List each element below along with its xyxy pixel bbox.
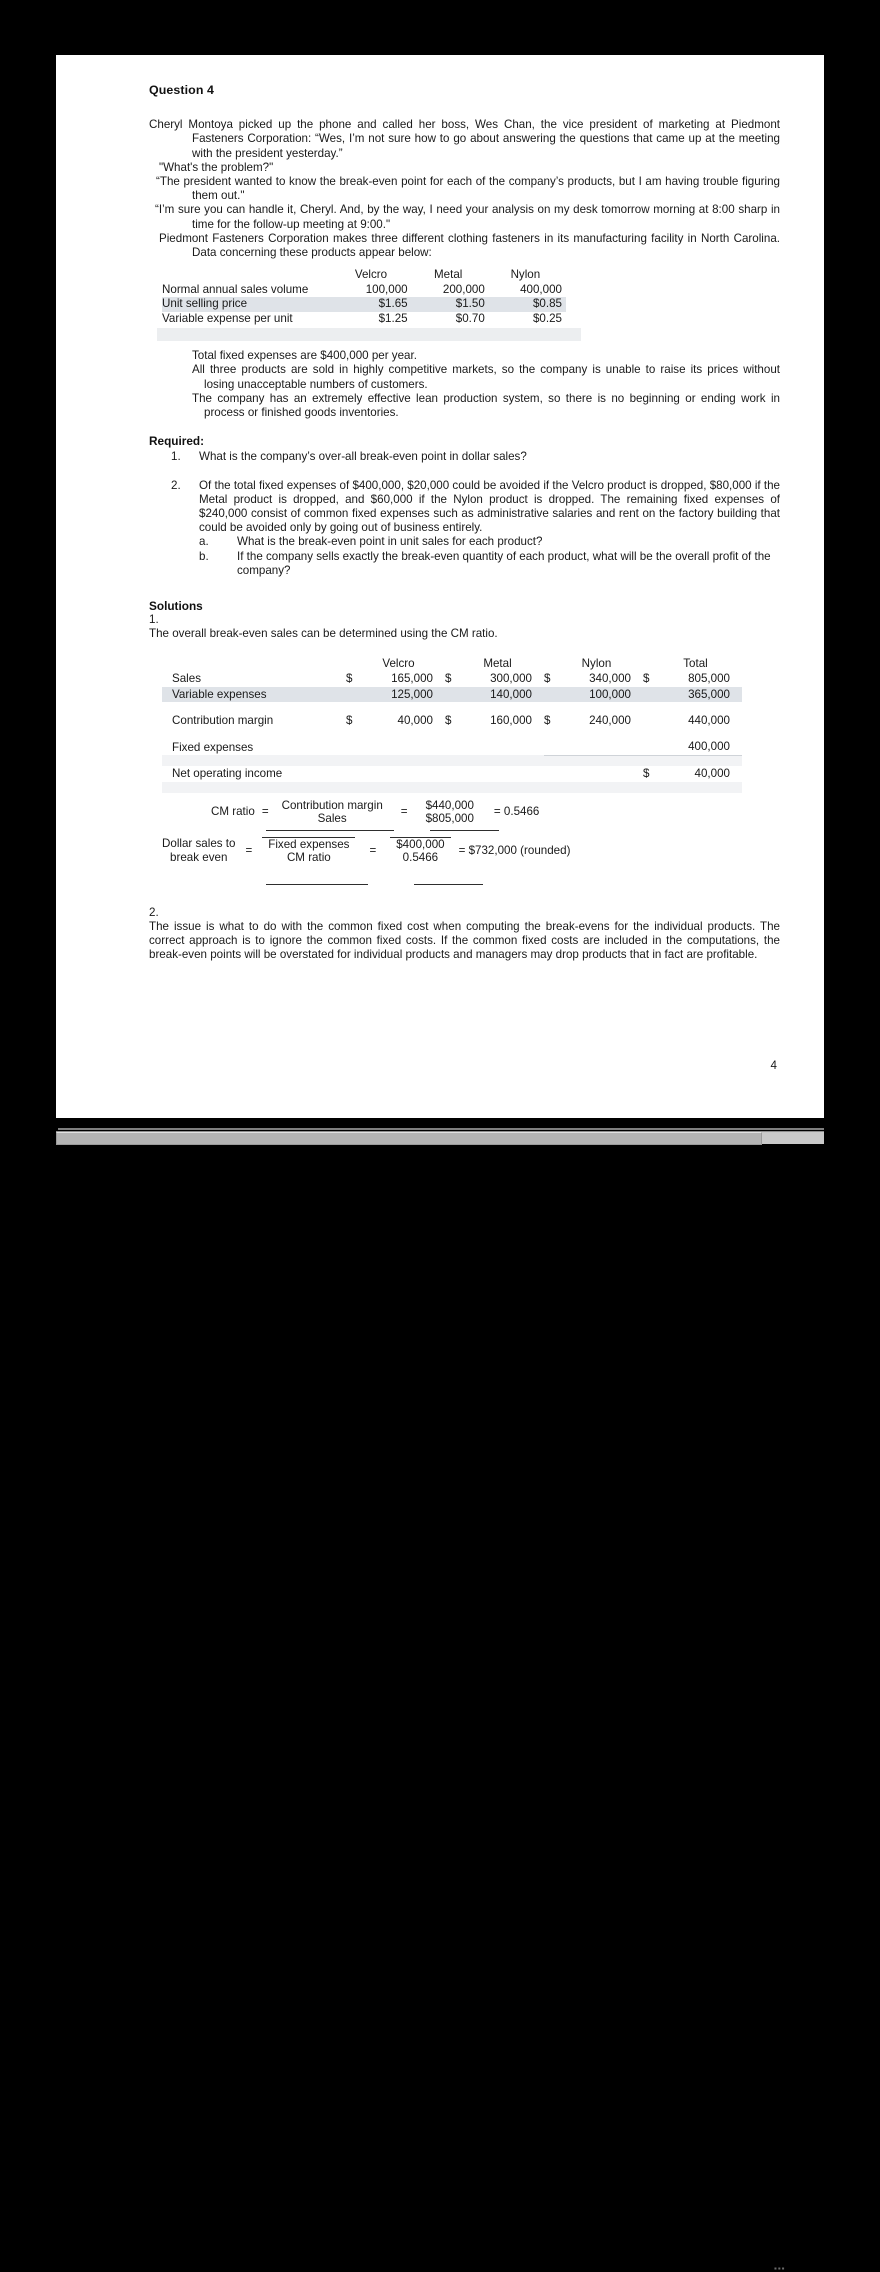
subtotal-rule bbox=[643, 755, 742, 766]
table-row bbox=[162, 740, 742, 756]
currency-symbol bbox=[346, 687, 362, 703]
currency-symbol bbox=[445, 740, 461, 756]
currency-symbol bbox=[346, 740, 362, 756]
list-text: What is the company’s over-all break-even point in dollar sales? bbox=[199, 450, 527, 464]
solution-intro-text: The overall break-even sales can be determined using the CM ratio. bbox=[149, 627, 498, 641]
row-label: Sales bbox=[172, 672, 202, 686]
narrative-paragraph: “The president wanted to know the break-even point for each of the company’s products, but I am having trouble figuring them out." bbox=[156, 175, 780, 203]
product-data-table bbox=[162, 268, 566, 326]
row-label: Net operating income bbox=[172, 767, 283, 781]
column-header: Metal bbox=[483, 656, 512, 670]
list-text: What is the break-even point in unit sales for each product? bbox=[237, 535, 543, 549]
row-label: Variable expenses bbox=[162, 687, 346, 703]
fraction bbox=[262, 837, 355, 865]
cell-value: 125,000 bbox=[362, 687, 445, 703]
list-marker: 2. bbox=[171, 478, 181, 492]
page-title: Question 4 bbox=[149, 83, 215, 97]
required-subitem bbox=[149, 535, 780, 549]
equals-sign: = bbox=[400, 805, 408, 819]
assumptions-block bbox=[149, 349, 780, 420]
fraction bbox=[420, 799, 480, 826]
table-header-row bbox=[162, 656, 742, 672]
assumption-item: Total fixed expenses are $400,000 per year. bbox=[192, 349, 417, 363]
fraction bbox=[390, 837, 450, 865]
cell-value: 165,000 bbox=[391, 672, 433, 686]
page-content bbox=[56, 55, 824, 1118]
assumption-item: The company has an extremely effective lean production system, so there is no beginning or ending work in process or finished goods inventories. bbox=[192, 391, 780, 420]
fraction-rule bbox=[430, 830, 499, 831]
equals-sign: = bbox=[245, 843, 253, 857]
denominator: CM ratio bbox=[286, 851, 331, 865]
currency-symbol: $ bbox=[445, 672, 452, 686]
formula-label bbox=[162, 837, 235, 864]
table-spacer-row bbox=[162, 702, 742, 713]
cell-value: 40,000 bbox=[397, 714, 433, 728]
list-marker: b. bbox=[199, 549, 209, 563]
formula-result: = $732,000 (rounded) bbox=[458, 843, 571, 857]
currency-symbol bbox=[643, 713, 659, 729]
column-header: Nylon bbox=[510, 268, 541, 282]
scrollbar-top-edge bbox=[58, 1128, 824, 1130]
narrative-block bbox=[149, 118, 780, 260]
cm-ratio-formula bbox=[149, 799, 780, 826]
cell-value: $0.25 bbox=[532, 311, 562, 325]
list-marker: 1. bbox=[171, 450, 181, 464]
spacer-cell bbox=[162, 782, 742, 793]
table-row bbox=[162, 283, 566, 298]
currency-symbol: $ bbox=[445, 714, 452, 728]
row-label: Contribution margin bbox=[172, 714, 274, 728]
cell-value: 240,000 bbox=[589, 714, 631, 728]
equals-sign: = bbox=[369, 843, 377, 857]
currency-spacer bbox=[346, 656, 362, 672]
cell-value: 805,000 bbox=[688, 672, 730, 686]
column-header: Nylon bbox=[581, 656, 612, 670]
cell-value bbox=[560, 740, 643, 756]
cell-value: 365,000 bbox=[659, 687, 742, 703]
solution-part-marker: 1. bbox=[149, 613, 159, 627]
row-label: Unit selling price bbox=[162, 297, 334, 312]
row-label: Normal annual sales volume bbox=[162, 282, 309, 296]
table-row bbox=[162, 671, 742, 687]
cell-value: 400,000 bbox=[688, 740, 730, 754]
narrative-paragraph: “I’m sure you can handle it, Cheryl. And, by the way, I need your analysis on my desk tomorrow morning at 8:00 sharp in time for the follow-up meeting at 9:00." bbox=[155, 203, 780, 231]
numerator: $440,000 bbox=[425, 798, 474, 812]
cell-value bbox=[560, 766, 643, 782]
column-header: Metal bbox=[434, 268, 463, 282]
cell-value: $1.50 bbox=[412, 297, 489, 312]
cell-value: 100,000 bbox=[365, 282, 408, 296]
fraction-rule bbox=[414, 884, 483, 885]
formula-label: CM ratio bbox=[211, 805, 255, 819]
cell-value bbox=[362, 740, 445, 756]
scrollbar-grip-dots: ▪▪▪ bbox=[774, 2265, 786, 2272]
list-text: Of the total fixed expenses of $400,000, $20,000 could be avoided if the Velcro product is dropped, $80,000 if the Metal product is dropped, and $60,000 if the Nylon product is dropped. The remaining fixed expenses of $240,000 consist of common fixed expenses such as administrative salaries and rent on the factory building that could be avoided only by going out of business entirely. bbox=[199, 478, 780, 535]
formula-label-line1: Dollar sales to bbox=[162, 837, 236, 851]
horizontal-scrollbar-thumb[interactable] bbox=[56, 1132, 762, 1145]
cell-value: 400,000 bbox=[520, 282, 562, 296]
cell-value: 300,000 bbox=[490, 672, 532, 686]
cell-value bbox=[461, 740, 544, 756]
currency-symbol bbox=[445, 687, 461, 703]
document-page bbox=[56, 55, 824, 1118]
currency-spacer bbox=[643, 656, 659, 672]
fraction-rule bbox=[266, 884, 368, 885]
cell-value: 340,000 bbox=[589, 672, 631, 686]
cell-value: 200,000 bbox=[442, 282, 485, 296]
cell-value: 160,000 bbox=[490, 714, 532, 728]
spacer-cell bbox=[162, 729, 742, 740]
cell-value: $1.25 bbox=[378, 311, 408, 325]
page-number: 4 bbox=[770, 1059, 777, 1072]
currency-spacer bbox=[544, 656, 560, 672]
solutions-heading: Solutions bbox=[149, 599, 203, 614]
currency-symbol: $ bbox=[346, 714, 353, 728]
cell-value: 440,000 bbox=[688, 714, 730, 728]
cell-value: 140,000 bbox=[461, 687, 544, 703]
solution-table bbox=[162, 656, 742, 793]
narrative-paragraph: "What's the problem?" bbox=[159, 160, 274, 174]
fraction bbox=[276, 799, 389, 826]
list-marker: a. bbox=[199, 535, 209, 549]
currency-symbol bbox=[544, 740, 560, 756]
assumption-item: All three products are sold in highly competitive markets, so the company is unable to raise its prices without losing unacceptable numbers of customers. bbox=[192, 363, 780, 391]
cell-value: 40,000 bbox=[694, 767, 730, 781]
currency-symbol bbox=[445, 766, 461, 782]
required-item bbox=[149, 450, 780, 464]
required-item bbox=[149, 479, 780, 536]
denominator: $805,000 bbox=[425, 812, 474, 826]
table-spacer-row bbox=[162, 755, 742, 766]
currency-symbol bbox=[544, 687, 560, 703]
column-header: Total bbox=[683, 656, 708, 670]
cell-value: $0.70 bbox=[455, 311, 485, 325]
table-row bbox=[162, 297, 566, 312]
horizontal-scrollbar-track[interactable] bbox=[56, 1131, 824, 2272]
currency-spacer bbox=[445, 656, 461, 672]
currency-symbol: $ bbox=[643, 672, 650, 686]
spacer-cell bbox=[162, 755, 544, 766]
required-heading: Required: bbox=[149, 434, 205, 449]
cell-value: $1.65 bbox=[334, 297, 411, 312]
fraction-rule bbox=[266, 830, 394, 831]
column-header: Velcro bbox=[382, 656, 415, 670]
currency-symbol bbox=[346, 766, 362, 782]
row-label: Variable expense per unit bbox=[162, 311, 293, 325]
table-spacer-row bbox=[162, 782, 742, 793]
solution-part-marker: 2. bbox=[149, 905, 159, 919]
currency-symbol: $ bbox=[643, 767, 650, 781]
formula-result: = 0.5466 bbox=[493, 805, 540, 819]
currency-symbol bbox=[643, 687, 659, 703]
numerator: Fixed expenses bbox=[262, 837, 355, 852]
currency-symbol bbox=[643, 740, 659, 756]
column-header: Velcro bbox=[354, 268, 388, 282]
equals-sign: = bbox=[261, 805, 269, 819]
solution-part2-text: The issue is what to do with the common fixed cost when computing the break-evens for the individual products. The correct approach is to ignore the common fixed costs. If the common fixed costs are included in the computations, the break-even points will be overstated for individual products and managers may drop products that in fact are profitable. bbox=[149, 919, 780, 962]
table-row bbox=[162, 312, 566, 327]
table-spacer-row bbox=[162, 729, 742, 740]
list-text: If the company sells exactly the break-even quantity of each product, what will be the overall profit of the company? bbox=[237, 549, 771, 577]
table-row bbox=[162, 713, 742, 729]
formula-label-line2: break even bbox=[170, 850, 228, 864]
currency-symbol: $ bbox=[544, 672, 551, 686]
table-row bbox=[162, 766, 742, 782]
table-row bbox=[162, 687, 742, 703]
row-label: Fixed expenses bbox=[172, 740, 254, 754]
cell-value: $0.85 bbox=[489, 297, 566, 312]
numerator: $400,000 bbox=[390, 837, 450, 852]
narrative-paragraph: Piedmont Fasteners Corporation makes three different clothing fasteners in its manufacturing facility in North Carolina. Data concerning these products appear below: bbox=[159, 231, 780, 260]
denominator: Sales bbox=[317, 812, 347, 826]
spacer-cell bbox=[162, 702, 742, 713]
numerator: Contribution margin bbox=[281, 798, 383, 812]
dollar-sales-formula bbox=[149, 837, 780, 865]
cell-value bbox=[461, 766, 544, 782]
currency-symbol bbox=[544, 766, 560, 782]
denominator: 0.5466 bbox=[402, 851, 439, 865]
table-corner-cell bbox=[162, 268, 334, 283]
currency-symbol: $ bbox=[346, 672, 353, 686]
subtotal-rule bbox=[544, 755, 643, 766]
table-shading-band bbox=[157, 328, 581, 341]
required-subitem bbox=[149, 550, 780, 578]
narrative-paragraph: Cheryl Montoya picked up the phone and called her boss, Wes Chan, the vice president of marketing at Piedmont Fasteners Corporation: “Wes, I’m not sure how to go about answering the questions that came up at the meeting with the president yesterday.” bbox=[149, 118, 780, 160]
currency-symbol: $ bbox=[544, 714, 551, 728]
table-header-row bbox=[162, 268, 566, 283]
cell-value: 100,000 bbox=[560, 687, 643, 703]
table-corner-cell bbox=[162, 656, 346, 672]
cell-value bbox=[362, 766, 445, 782]
